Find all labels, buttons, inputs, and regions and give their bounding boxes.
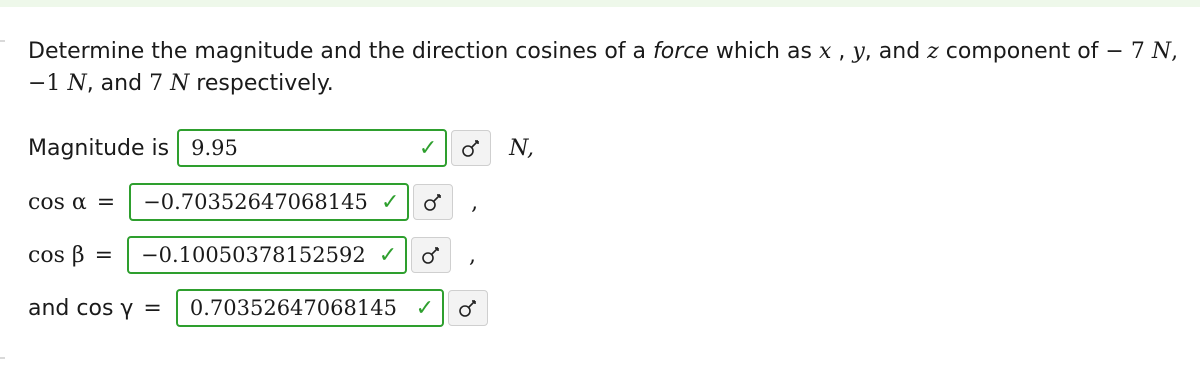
left-margin-tick — [0, 357, 5, 359]
magnitude-input[interactable] — [177, 129, 447, 167]
cos-gamma-value: 0.70352647068145 — [189, 296, 397, 320]
magnitude-row — [28, 129, 534, 167]
equals-sign: = — [94, 242, 114, 268]
cos-beta-label: cos β — [28, 242, 85, 268]
equals-sign: = — [96, 189, 116, 215]
comma-separator: , — [469, 242, 477, 268]
checkmark-icon: ✓ — [418, 135, 438, 161]
magnitude-unit: N, — [509, 135, 534, 161]
comma-separator: , — [471, 189, 479, 215]
cos-alpha-row — [28, 183, 478, 221]
equals-sign: = — [143, 295, 162, 321]
cos-beta-value: −0.10050378152592 — [141, 243, 366, 267]
cos-gamma-label: and cos γ — [28, 295, 134, 321]
cos-alpha-value: −0.70352647068145 — [143, 190, 368, 214]
key-icon[interactable] — [448, 290, 488, 326]
question-text: Determine the magnitude and the direction cosines of a force which as x , y, and z component of − 7 N, −1 N, and 7 N respectively. — [28, 39, 1179, 96]
checkmark-icon: ✓ — [380, 189, 400, 215]
cos-alpha-label: cos α — [28, 189, 87, 215]
cos-beta-row — [28, 236, 476, 274]
key-icon[interactable] — [451, 130, 491, 166]
cos-gamma-input[interactable] — [176, 289, 444, 327]
cos-alpha-input[interactable] — [129, 183, 409, 221]
left-margin-tick — [0, 40, 5, 42]
magnitude-value: 9.95 — [191, 136, 238, 160]
checkmark-icon: ✓ — [378, 242, 398, 268]
top-banner — [0, 0, 1200, 7]
cos-beta-input[interactable] — [127, 236, 407, 274]
key-icon[interactable] — [413, 184, 453, 220]
magnitude-label: Magnitude is — [28, 135, 170, 161]
key-icon[interactable] — [411, 237, 451, 273]
checkmark-icon: ✓ — [415, 295, 435, 321]
cos-gamma-row — [28, 289, 488, 327]
